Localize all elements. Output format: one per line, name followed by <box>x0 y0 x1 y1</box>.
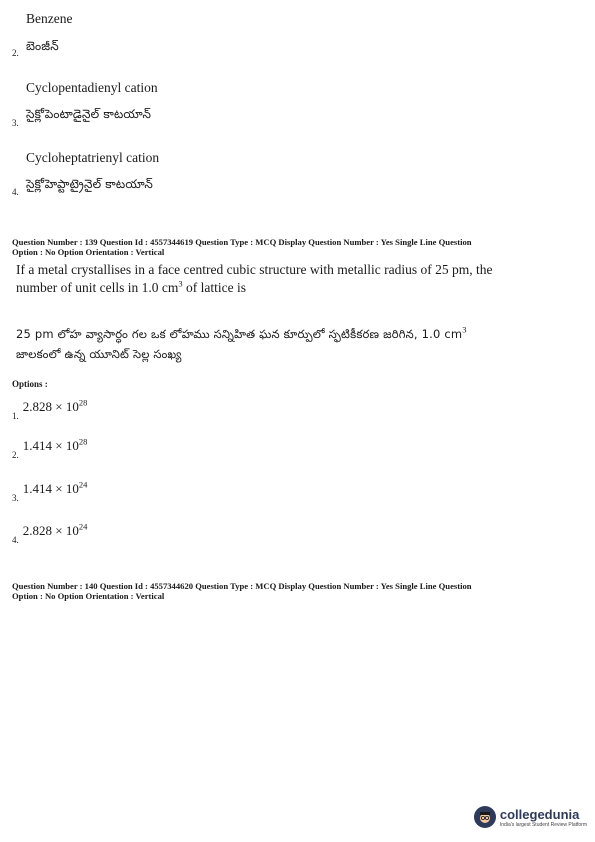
q139-option-3-value: $1.414 \times 10^{24}$ <box>22 479 88 496</box>
q139-stem-telugu-line1: 25 pm లోహ వ్యాసార్ధం గల ఒక లోహము సన్నిహిత ఘన కూర్పులో స్ఫటికీకరణ జరిగిన, 1.0 $cm^3$ <box>16 324 467 341</box>
q139-meta-line1: Question Number : 139 Question Id : 4557344619 Question Type : MCQ Display Question Number : Yes Single Line Question <box>12 237 472 247</box>
q139-option-4-value: $2.828 \times 10^{24}$ <box>22 521 88 538</box>
q139-option-2-value: $1.414 \times 10^{28}$ <box>22 436 88 453</box>
option-2-telugu: బెంజీన్ <box>26 39 59 53</box>
q139-stem-telugu <box>16 324 576 364</box>
option-4-number: 4. <box>12 187 19 197</box>
option-2-english: Benzene <box>26 11 73 26</box>
q139-option-4[interactable]: $_{4.}$ $2.828 \times 10^{24}$ <box>12 521 88 545</box>
option-4-english: Cycloheptatrienyl cation <box>26 150 160 165</box>
q140-meta-line2: Option : No Option Orientation : Vertical <box>12 591 165 601</box>
q139-meta-line2: Option : No Option Orientation : Vertical <box>12 247 165 257</box>
logo-name: collegedunia <box>499 806 580 822</box>
option-3-english: Cyclopentadienyl cation <box>26 80 158 95</box>
logo-tagline: India's largest Student Review Platform <box>499 821 587 828</box>
option-4-telugu: సైక్లోహెప్టాట్రైనైల్ కాటయాన్ <box>26 177 154 191</box>
option-3-telugu: సైక్లోపెంటాడైనైల్ కాటయాన్ <box>26 107 152 121</box>
q139-option-1-value: $2.828 \times 10^{28}$ <box>22 397 88 414</box>
q139-option-1[interactable]: $_{1.}$ $2.828 \times 10^{28}$ <box>12 397 88 421</box>
q139-stem-telugu-line2: జాలకంలో ఉన్న యూనిట్ సెల్ల సంఖ్య <box>16 347 182 361</box>
q140-meta-line1: Question Number : 140 Question Id : 4557344620 Question Type : MCQ Display Question Number : Yes Single Line Question <box>12 581 472 591</box>
mascot-icon <box>474 806 496 828</box>
q139-stem-english-line2: number of unit cells in 1.0 $cm^3$ of lattice is <box>16 278 246 295</box>
q139-stem-english-line1: If a metal crystallises in a face centred cubic structure with metallic radius of 25 pm, the <box>16 262 493 277</box>
option-2-number: 2. <box>12 48 19 58</box>
q139-stem-english <box>16 261 561 297</box>
options-label: Options : <box>12 379 48 389</box>
q139-option-3[interactable]: $_{3.}$ $1.414 \times 10^{24}$ <box>12 479 88 503</box>
collegedunia-logo <box>474 806 587 828</box>
option-3-number: 3. <box>12 118 19 128</box>
q139-option-2[interactable]: $_{2.}$ $1.414 \times 10^{28}$ <box>12 436 88 460</box>
